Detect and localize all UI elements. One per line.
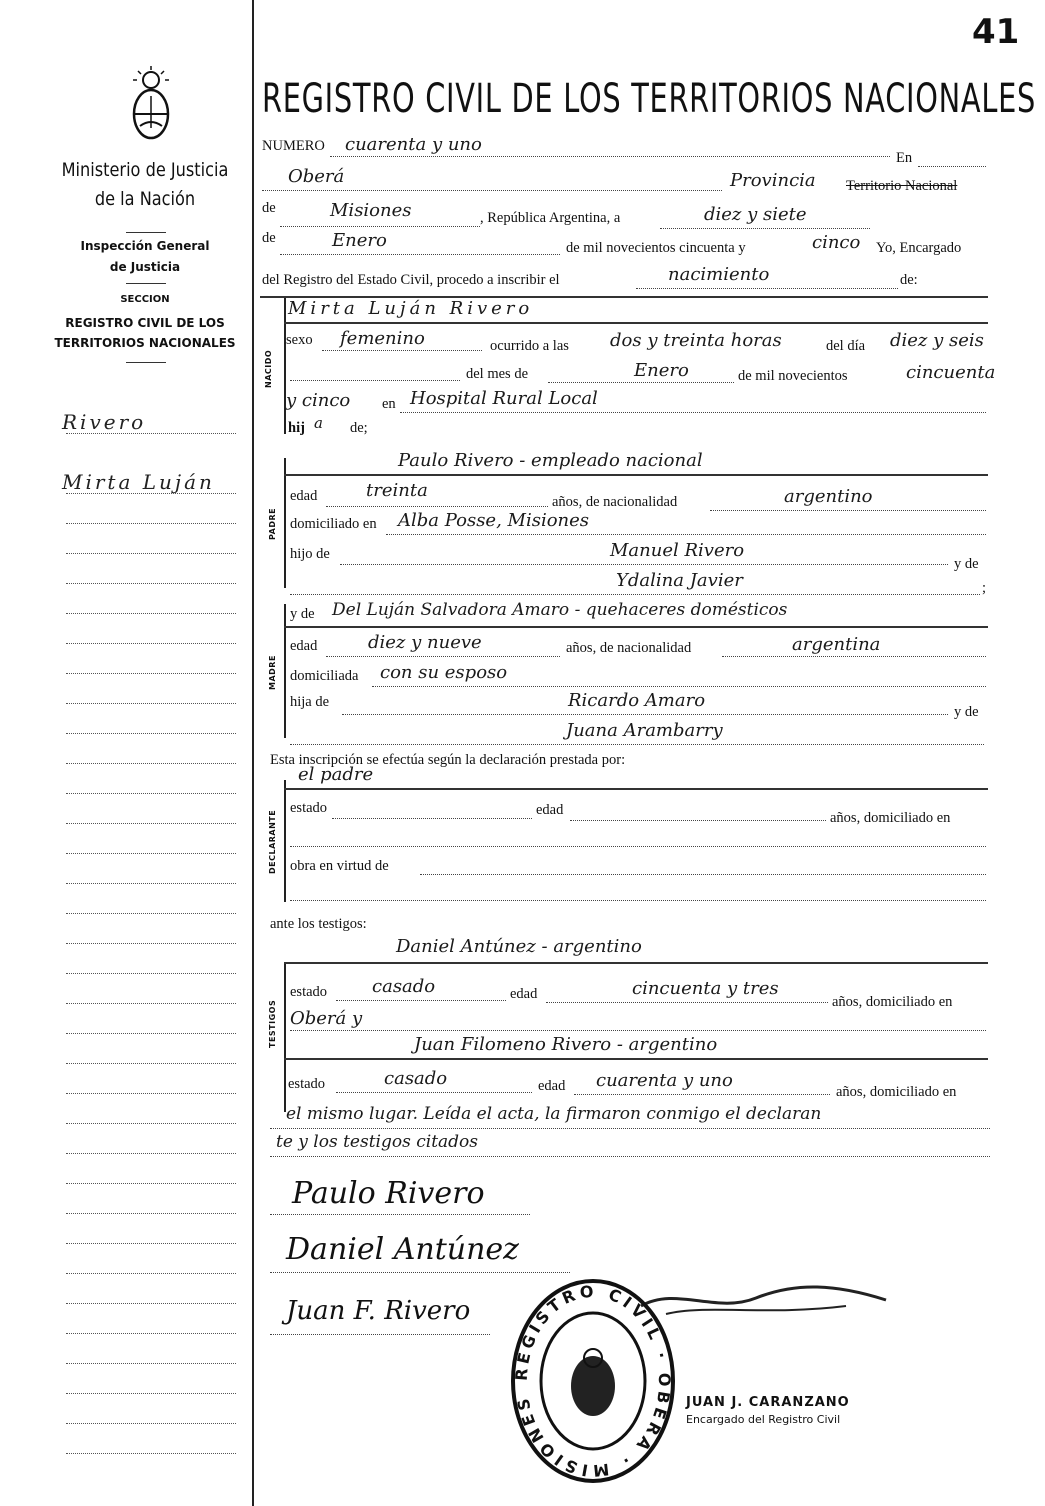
section-divider (126, 362, 166, 363)
father-edad-value: treinta (366, 480, 428, 501)
margin-rule (66, 883, 236, 884)
mother-mother-name: Juana Arambarry (566, 720, 723, 741)
mes-line (548, 382, 734, 383)
del-mes-label: del mes de (466, 366, 529, 382)
sexo-label: sexo (286, 332, 313, 348)
declarante-obra-line (420, 874, 986, 875)
margin-rule (66, 1453, 236, 1454)
month-line (280, 254, 560, 255)
sexo-line (322, 350, 482, 351)
father-mother-name: Ydalina Javier (616, 570, 743, 591)
witness1-domicilio-line (290, 1030, 986, 1031)
closing-line-1: el mismo lugar. Leída el acta, la firmaron conmigo el declaran (286, 1104, 822, 1124)
inspection-name (40, 236, 250, 278)
margin-rule (66, 583, 236, 584)
margin-rule (66, 1303, 236, 1304)
mother-nationality: argentina (792, 634, 881, 655)
closing-line-2-rule (270, 1156, 990, 1157)
section-name (40, 313, 250, 353)
witness2-estado-line (336, 1092, 532, 1093)
margin-rule (66, 913, 236, 914)
father-mother-line (290, 594, 980, 595)
father-father-name: Manuel Rivero (610, 540, 745, 561)
declarante-domicilio-line (290, 846, 986, 847)
signature-witness-1: Daniel Antúnez (286, 1232, 519, 1267)
father-edad-line (326, 506, 548, 507)
section-name-line-1: REGISTRO CIVIL DE LOS (65, 316, 225, 330)
margin-rule (66, 1063, 236, 1064)
margin-rule (66, 433, 236, 434)
margin-rule (66, 1003, 236, 1004)
provincia-value: Provincia (730, 170, 816, 191)
margin-rule (66, 1093, 236, 1094)
declarante-value: el padre (298, 764, 374, 785)
year-label: de mil novecientos cincuenta y (566, 240, 746, 256)
en-label: En (896, 150, 913, 166)
mother-y-de-label: y de (290, 606, 315, 622)
en-birth-label: en (382, 396, 396, 412)
father-domicilio-value: Alba Posse, Misiones (398, 510, 590, 531)
witness2-rule (284, 1058, 988, 1060)
mother-edad-line (326, 656, 560, 657)
section-name-line-2: TERRITORIOS NACIONALES (54, 336, 236, 350)
margin-rule (66, 673, 236, 674)
margin-rule (66, 703, 236, 704)
signature-line-3 (270, 1334, 490, 1335)
margin-rule (66, 553, 236, 554)
hour-value: dos y treinta horas (610, 330, 782, 351)
mil-label: de mil novecientos (738, 368, 848, 384)
father-nat-line (710, 510, 986, 511)
month-value: Enero (332, 230, 387, 251)
birth-month-value: Enero (634, 360, 689, 381)
signature-line-2 (270, 1272, 570, 1273)
republica-label: , República Argentina, a (480, 210, 621, 226)
province-name: Misiones (330, 200, 412, 221)
mother-name-rule (284, 626, 988, 628)
mother-domicilio-label: domiciliada (290, 668, 359, 684)
seal-text: REGISTRO CIVIL · OBERÁ · MISIONES (511, 1281, 675, 1481)
witness2-edad-label: edad (538, 1078, 566, 1094)
birth-place-value: Hospital Rural Local (410, 388, 598, 409)
mother-father-line (342, 714, 948, 715)
day-line (660, 228, 870, 229)
margin-rule (66, 763, 236, 764)
panel-divider (252, 0, 254, 1506)
inspection-line-2: de Justicia (109, 260, 181, 274)
mother-name: Del Luján Salvadora Amaro - quehaceres domésticos (332, 600, 788, 620)
mother-hija-label: hija de (290, 694, 330, 710)
ministry-divider (126, 232, 166, 233)
de-colon: de: (900, 272, 918, 288)
witness2-anos-label: años, domiciliado en (836, 1084, 957, 1100)
testigos-intro: ante los testigos: (270, 916, 367, 932)
margin-given-names: Mirta Luján (62, 470, 215, 494)
margin-rule (66, 943, 236, 944)
witness1-estado-line (336, 1000, 506, 1001)
year-value: cinco (812, 232, 861, 253)
father-semicolon: ; (982, 580, 987, 596)
ocurrido-label: ocurrido a las (490, 338, 569, 354)
declarante-tag: DECLARANTE (268, 809, 277, 874)
witness1-edad-line (546, 1002, 828, 1003)
father-domicilio-label: domiciliado en (290, 516, 377, 532)
registry-seal-icon (508, 1278, 678, 1484)
officer-name: JUAN J. CARANZANO (686, 1395, 850, 1410)
margin-rule (66, 1213, 236, 1214)
de-label-2: de (262, 230, 276, 246)
margin-rule (66, 973, 236, 974)
padre-bracket (284, 458, 286, 588)
hij-value: a (314, 414, 323, 432)
margin-rule (66, 1183, 236, 1184)
margin-surname: Rivero (62, 410, 147, 434)
ministry-line-1: Ministerio de Justicia (61, 159, 229, 181)
numero-line (330, 156, 890, 157)
margin-rule (66, 493, 236, 494)
hij-label: hij (288, 420, 305, 436)
madre-tag: MADRE (268, 655, 277, 690)
declarante-intro: Esta inscripción se efectúa según la declaración prestada por: (270, 752, 626, 768)
father-domicilio-line (386, 534, 986, 535)
declarante-estado-line (332, 818, 532, 819)
mother-father-name: Ricardo Amaro (568, 690, 706, 711)
nacido-tag: NACIDO (264, 349, 273, 388)
margin-rule (66, 613, 236, 614)
margin-rule (66, 1363, 236, 1364)
margin-rule (66, 523, 236, 524)
witness1-anos-label: años, domiciliado en (832, 994, 953, 1010)
witness1-name: Daniel Antúnez - argentino (396, 936, 642, 957)
father-anos-label: años, de nacionalidad (552, 494, 678, 510)
officer-block (686, 1395, 850, 1426)
mother-nat-line (722, 656, 986, 657)
mother-domicilio-value: con su esposo (380, 662, 508, 683)
declarante-estado-label: estado (290, 800, 328, 816)
testigos-bracket (284, 962, 286, 1112)
nacido-name-rule (284, 322, 988, 324)
witness2-edad: cuarenta y uno (596, 1070, 733, 1091)
left-margin-panel (0, 0, 252, 1506)
witness1-estado-label: estado (290, 984, 328, 1000)
province-line (280, 226, 480, 227)
witness2-name: Juan Filomeno Rivero - argentino (414, 1034, 718, 1055)
signature-line-1 (270, 1214, 530, 1215)
birth-day-value: diez y seis (890, 330, 984, 351)
witness1-edad: cincuenta y tres (632, 978, 779, 999)
inspection-divider (126, 283, 166, 284)
place-birth-line (400, 412, 986, 413)
yo-label: Yo, Encargado (876, 240, 962, 256)
witness1-estado: casado (372, 976, 436, 997)
margin-rule (66, 1243, 236, 1244)
hij-de-label: de; (350, 420, 368, 436)
witness1-rule (284, 962, 988, 964)
father-name-rule (284, 474, 988, 476)
witness2-estado-label: estado (288, 1076, 326, 1092)
place-line (262, 190, 722, 191)
mother-y-de-2: y de (954, 704, 979, 720)
officer-role: Encargado del Registro Civil (686, 1413, 841, 1426)
margin-rule (66, 733, 236, 734)
ministry-line-2: de la Nación (94, 188, 196, 210)
mother-edad-value: diez y nueve (368, 632, 482, 653)
mother-anos-label: años, de nacionalidad (566, 640, 692, 656)
father-father-line (340, 564, 948, 565)
margin-rule (66, 1153, 236, 1154)
declarante-obra-label: obra en virtud de (290, 858, 389, 874)
witness2-edad-line (574, 1094, 830, 1095)
birth-year-value-2: y cinco (286, 390, 351, 411)
margin-rule (66, 1393, 236, 1394)
margin-rule (66, 1033, 236, 1034)
margin-rule (66, 1123, 236, 1124)
witness1-edad-label: edad (510, 986, 538, 1002)
en-line (918, 166, 986, 167)
father-y-de: y de (954, 556, 979, 572)
margin-rule (66, 1273, 236, 1274)
witness2-estado: casado (384, 1068, 448, 1089)
madre-bracket (284, 604, 286, 738)
margin-rule (66, 1423, 236, 1424)
margin-rule (66, 643, 236, 644)
padre-tag: PADRE (268, 507, 277, 540)
mother-edad-label: edad (290, 638, 318, 654)
territorio-label: Territorio Nacional (846, 178, 958, 194)
margin-rule (66, 853, 236, 854)
nacido-name: Mirta Luján Rivero (288, 298, 534, 319)
sexo-value: femenino (340, 328, 425, 349)
inspection-line-1: Inspección General (80, 239, 210, 253)
day-value: diez y siete (704, 204, 807, 225)
father-hijo-label: hijo de (290, 546, 330, 562)
document-title: REGISTRO CIVIL DE LOS TERRITORIOS NACIONALES (262, 76, 1037, 122)
margin-rule (66, 793, 236, 794)
mes-line-left (290, 380, 460, 381)
declarante-edad-line (570, 820, 826, 821)
mother-domicilio-line (372, 686, 986, 687)
declarante-edad-label: edad (536, 802, 564, 818)
father-edad-label: edad (290, 488, 318, 504)
declarante-extra-line (290, 900, 986, 901)
declarante-bracket (284, 780, 286, 902)
testigos-tag: TESTIGOS (268, 999, 277, 1048)
father-nationality: argentino (784, 486, 873, 507)
numero-value: cuarenta y uno (345, 134, 482, 155)
registro-label: del Registro del Estado Civil, procedo a inscribir el (262, 272, 560, 288)
closing-line-2: te y los testigos citados (276, 1132, 478, 1152)
margin-rule (66, 823, 236, 824)
declarante-anos-label: años, domiciliado en (830, 810, 951, 826)
nacido-bracket (284, 298, 286, 434)
signature-father: Paulo Rivero (292, 1176, 485, 1211)
place-value: Oberá (288, 166, 345, 187)
ministry-name (56, 156, 235, 214)
act-value: nacimiento (668, 264, 770, 285)
father-name: Paulo Rivero - empleado nacional (398, 450, 703, 471)
witness1-domicilio: Oberá y (290, 1008, 363, 1029)
closing-line-1-rule (270, 1128, 990, 1129)
numero-label: NUMERO (262, 138, 325, 154)
page-number: 41 (972, 12, 1020, 52)
de-label: de (262, 200, 276, 216)
mother-mother-line (290, 744, 984, 745)
national-coat-of-arms-icon (128, 66, 174, 144)
signature-witness-2: Juan F. Rivero (286, 1296, 471, 1326)
act-line (636, 288, 898, 289)
section-label: SECCION (120, 294, 170, 305)
margin-rule (66, 1333, 236, 1334)
del-dia-label: del día (826, 338, 866, 354)
declarante-rule (284, 788, 988, 790)
birth-year-value: cincuenta (906, 362, 996, 383)
